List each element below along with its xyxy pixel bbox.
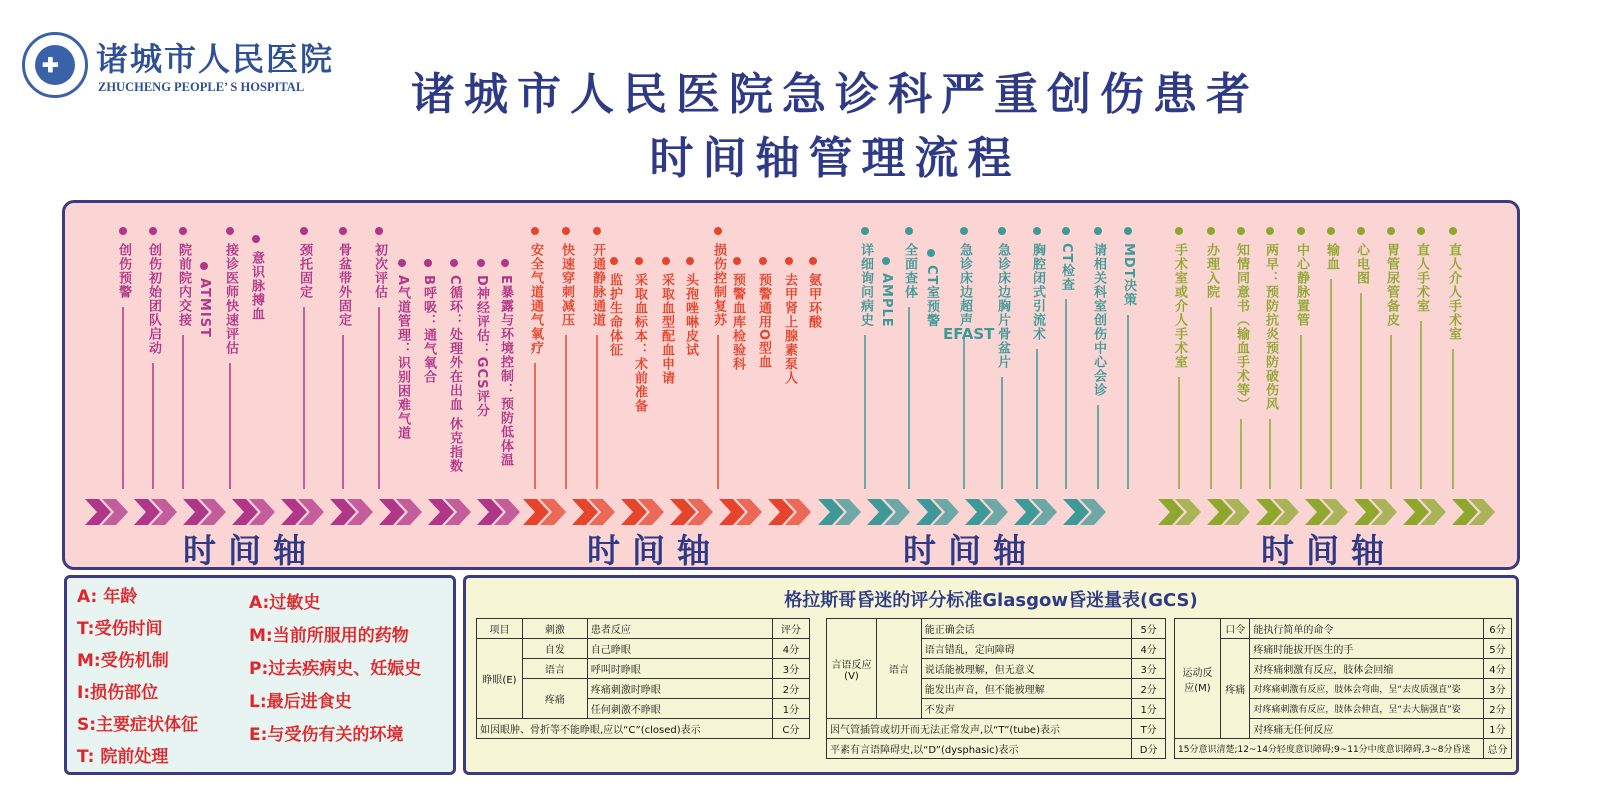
- timeline-step-label: 知情同意书（输血手术等）: [1234, 243, 1249, 411]
- table-cell: 2分: [1483, 699, 1511, 719]
- timeline-step-label: 院前院内交接: [176, 243, 191, 327]
- timeline-dot-icon: [1417, 227, 1425, 235]
- timeline-chevron-icon: [916, 499, 960, 525]
- timeline-step-label: 损伤控制复苏: [711, 243, 726, 327]
- timeline-sub-label: E暴露与环境控制：预防低体温: [498, 275, 513, 467]
- timeline-chevron-icon: [1354, 499, 1398, 525]
- timeline-chevron-icon: [477, 499, 521, 525]
- timeline-panel: [62, 200, 1520, 570]
- timeline-chevron-icon: [965, 499, 1009, 525]
- timeline-dot-icon: [733, 257, 741, 265]
- table-row: [1175, 739, 1512, 759]
- timeline-chevron-icon: [1452, 499, 1496, 525]
- table-cell: 能正确会话: [921, 619, 1132, 639]
- timeline-step-label: 请相关科室创伤中心会诊: [1091, 243, 1106, 397]
- timeline-step-label: 全面查体: [902, 243, 917, 299]
- timeline-step-label: 胸腔闭式引流术: [1030, 243, 1045, 341]
- table-cell: 因气管插管或切开而无法正常发声,以“T”(tube)表示: [827, 719, 1132, 739]
- timeline-sub-label: 意识脉搏血: [249, 251, 264, 321]
- timeline-dot-icon: [450, 259, 458, 267]
- timeline-dot-icon: [398, 259, 406, 267]
- timeline-dot-icon: [927, 249, 935, 257]
- atmist-ample-legend: [64, 575, 456, 775]
- timeline-dot-icon: [1266, 227, 1274, 235]
- timeline-connector: [303, 307, 305, 489]
- timeline-chevron-icon: [1403, 499, 1447, 525]
- timeline-dot-icon: [960, 227, 968, 235]
- timeline-chevron-icon: [572, 499, 616, 525]
- timeline-connector: [1360, 293, 1362, 489]
- timeline-sub-step: EFAST: [943, 325, 995, 343]
- table-cell: 1分: [1132, 699, 1166, 719]
- table-row: [827, 739, 1166, 759]
- timeline-step-label: 接诊医师快速评估: [223, 243, 238, 355]
- table-cell: 口令: [1221, 619, 1250, 639]
- ample-line: E:与受伤有关的环境: [249, 725, 404, 745]
- timeline-dot-icon: [226, 227, 234, 235]
- table-cell: 自己睁眼: [587, 639, 772, 659]
- table-cell: 能执行简单的命令: [1250, 619, 1484, 639]
- table-cell: 疼痛: [523, 679, 588, 719]
- gcs-verbal-label: 言语反应(V): [827, 619, 877, 719]
- timeline-dot-icon: [1387, 227, 1395, 235]
- table-cell: 任何刺激不睁眼: [587, 699, 772, 719]
- timeline-dot-icon: [179, 227, 187, 235]
- timeline-sub-label: 氨甲环酸: [806, 273, 821, 329]
- hospital-name-cn: 诸城市人民医院: [96, 40, 335, 78]
- timeline-connector: [1330, 279, 1332, 489]
- atmist-line: T:受伤时间: [77, 619, 163, 639]
- table-header: 患者反应: [587, 619, 772, 639]
- table-cell: 3分: [1132, 659, 1166, 679]
- page-title-line2: 时间轴管理流程: [649, 133, 1021, 184]
- table-cell: 说话能被理解，但无意义: [921, 659, 1132, 679]
- timeline-dot-icon: [424, 259, 432, 267]
- timeline-dot-icon: [1449, 227, 1457, 235]
- table-cell: 总分: [1483, 739, 1511, 759]
- timeline-connector: [1420, 321, 1422, 489]
- timeline-chevron-icon: [1158, 499, 1202, 525]
- timeline-dot-icon: [686, 257, 694, 265]
- timeline-connector: [963, 335, 965, 489]
- timeline-sub-label: 去甲肾上腺素泵人: [782, 273, 797, 385]
- timeline-step-label: 心电图: [1354, 243, 1369, 285]
- timeline-chevron-icon: [818, 499, 862, 525]
- table-cell: 2分: [1132, 679, 1166, 699]
- timeline-chevron-icon: [768, 499, 812, 525]
- table-cell: 语言: [523, 659, 588, 679]
- table-cell: 对疼痛刺激有反应，肢体会弯曲，呈“去皮质强直”姿: [1250, 679, 1484, 699]
- table-row: [477, 619, 810, 639]
- table-cell: C分: [772, 719, 809, 739]
- timeline-step-label: 胃管尿管备皮: [1384, 243, 1399, 327]
- timeline-step-label: 急诊床边胸片骨盆片: [995, 243, 1010, 369]
- timeline-connector: [1065, 299, 1067, 489]
- timeline-connector: [908, 307, 910, 489]
- timeline-sub-label: AMPLE: [879, 273, 894, 328]
- table-cell: 不发声: [921, 699, 1132, 719]
- timeline-connector: [342, 335, 344, 489]
- timeline-dot-icon: [785, 257, 793, 265]
- table-row: [477, 719, 810, 739]
- timeline-chevron-icon: [1014, 499, 1058, 525]
- timeline-step-label: 急诊床边超声: [957, 243, 972, 327]
- timeline-dot-icon: [200, 262, 208, 270]
- timeline-chevron-icon: [330, 499, 374, 525]
- timeline-step-label: 创伤预警: [116, 243, 131, 299]
- timeline-dot-icon: [1357, 227, 1365, 235]
- table-cell: T分: [1132, 719, 1166, 739]
- timeline-step-label: 直人介人手术室: [1446, 243, 1461, 341]
- table-cell: 1分: [772, 699, 809, 719]
- table-row: [1175, 639, 1512, 659]
- hospital-name-en: ZHUCHENG PEOPLE’ S HOSPITAL: [98, 80, 305, 94]
- table-cell: 3分: [772, 659, 809, 679]
- atmist-line: T: 院前处理: [77, 747, 169, 767]
- timeline-dot-icon: [300, 227, 308, 235]
- timeline-dot-icon: [1124, 227, 1132, 235]
- timeline-connector: [378, 307, 380, 489]
- timeline-label: 时间轴: [1261, 531, 1396, 570]
- timeline-connector: [596, 335, 598, 489]
- atmist-line: S:主要症状体征: [77, 715, 199, 735]
- table-header: 评分: [772, 619, 809, 639]
- timeline-step-label: 初次评估: [372, 243, 387, 299]
- table-cell: 疼痛: [1221, 639, 1250, 739]
- timeline-chevron-icon: [183, 499, 227, 525]
- gcs-motor-table: [1174, 618, 1512, 759]
- timeline-connector: [1001, 377, 1003, 489]
- timeline-chevron-icon: [232, 499, 276, 525]
- timeline-step-label: 直人手术室: [1414, 243, 1429, 313]
- timeline-dot-icon: [1094, 227, 1102, 235]
- table-cell: 4分: [1483, 659, 1511, 679]
- table-cell: 6分: [1483, 619, 1511, 639]
- timeline-dot-icon: [759, 257, 767, 265]
- timeline-dot-icon: [1327, 227, 1335, 235]
- timeline-sub-label: 预警通用O型血: [756, 273, 771, 370]
- timeline-connector: [1036, 349, 1038, 489]
- table-row: [477, 679, 810, 699]
- table-row: [477, 639, 810, 659]
- timeline-dot-icon: [149, 227, 157, 235]
- timeline-dot-icon: [375, 227, 383, 235]
- timeline-dot-icon: [1207, 227, 1215, 235]
- timeline-chevron-icon: [670, 499, 714, 525]
- timeline-connector: [122, 307, 124, 489]
- timeline-connector: [1300, 335, 1302, 489]
- timeline-chevron-icon: [1063, 499, 1107, 525]
- timeline-chevron-icon: [85, 499, 129, 525]
- timeline-dot-icon: [252, 235, 260, 243]
- timeline-dot-icon: [477, 259, 485, 267]
- timeline-step-label: 安全气道通气氧疗: [528, 243, 543, 355]
- table-cell: 5分: [1132, 619, 1166, 639]
- timeline-connector: [182, 335, 184, 489]
- table-cell: 能发出声音，但不能被理解: [921, 679, 1132, 699]
- table-row: [827, 719, 1166, 739]
- timeline-chevron-icon: [281, 499, 325, 525]
- timeline-connector: [1127, 315, 1129, 489]
- table-cell: 3分: [1483, 679, 1511, 699]
- timeline-connector: [1269, 419, 1271, 489]
- timeline-connector: [1452, 349, 1454, 489]
- timeline-step-label: 中心静脉置管: [1294, 243, 1309, 327]
- table-cell: D分: [1132, 739, 1166, 759]
- timeline-dot-icon: [531, 227, 539, 235]
- timeline-dot-icon: [339, 227, 347, 235]
- timeline-step-label: 骨盆带外固定: [336, 243, 351, 327]
- table-cell: 疼痛时能拔开医生的手: [1250, 639, 1484, 659]
- timeline-connector: [565, 335, 567, 489]
- timeline-step-label: 办理入院: [1204, 243, 1219, 299]
- timeline-dot-icon: [662, 257, 670, 265]
- timeline-connector: [152, 363, 154, 489]
- timeline-label: 时间轴: [903, 531, 1038, 570]
- timeline-dot-icon: [501, 259, 509, 267]
- timeline-step-label: 创伤初始团队启动: [146, 243, 161, 355]
- timeline-connector: [1178, 377, 1180, 489]
- timeline-sub-label: A气道管理：识别困难气道: [395, 275, 410, 441]
- timeline-dot-icon: [809, 257, 817, 265]
- timeline-dot-icon: [1033, 227, 1041, 235]
- page-title-line1: 诸城市人民医院急诊科严重创伤患者: [411, 69, 1259, 120]
- timeline-dot-icon: [119, 227, 127, 235]
- timeline-step-label: MDT决策: [1121, 243, 1136, 307]
- timeline-chevron-icon: [428, 499, 472, 525]
- timeline-dot-icon: [610, 257, 618, 265]
- gcs-eye-label: 睁眼(E): [477, 639, 523, 719]
- timeline-step-label: CT检查: [1059, 243, 1074, 292]
- timeline-connector: [1210, 307, 1212, 489]
- timeline-label: 时间轴: [183, 531, 318, 570]
- ample-line: A:过敏史: [249, 593, 321, 613]
- timeline-dot-icon: [1297, 227, 1305, 235]
- table-cell: 呼叫时睁眼: [587, 659, 772, 679]
- timeline-dot-icon: [861, 227, 869, 235]
- timeline-chevron-icon: [1207, 499, 1251, 525]
- table-cell: 5分: [1483, 639, 1511, 659]
- hospital-seal-icon: ✚: [22, 32, 88, 98]
- table-cell: 平素有言语障碍史,以“D”(dysphasic)表示: [827, 739, 1132, 759]
- timeline-chevron-icon: [1256, 499, 1300, 525]
- table-cell: 疼痛刺激时睁眼: [587, 679, 772, 699]
- timeline-sub-label: 采取血型配血申请: [659, 273, 674, 385]
- gcs-panel: [463, 575, 1519, 775]
- table-row: [827, 619, 1166, 639]
- timeline-chevron-icon: [1305, 499, 1349, 525]
- timeline-step-label: 详细询问病史: [858, 243, 873, 327]
- timeline-dot-icon: [635, 257, 643, 265]
- timeline-sub-label: 采取血标本：术前准备: [632, 273, 647, 413]
- timeline-chevron-icon: [134, 499, 178, 525]
- table-cell: 对疼痛刺激有反应，肢体会回缩: [1250, 659, 1484, 679]
- table-row: [1175, 619, 1512, 639]
- table-cell: 语言: [877, 619, 922, 719]
- gcs-title: 格拉斯哥昏迷的评分标准Glasgow昏迷量表(GCS): [784, 590, 1198, 611]
- timeline-sub-label: 头孢唑啉皮试: [683, 273, 698, 357]
- atmist-line: A: 年龄: [77, 587, 138, 607]
- gcs-motor-label: 运动反应(M): [1175, 619, 1221, 739]
- table-header: 刺激: [523, 619, 588, 639]
- timeline-connector: [1097, 405, 1099, 489]
- timeline-step-label: 两早：预防抗炎预防破伤风: [1263, 243, 1278, 411]
- timeline-sub-label: D神经评估：GCS评分: [474, 275, 489, 418]
- table-cell: 15分意识清楚;12~14分轻度意识障碍;9~11分中度意识障碍,3~8分昏迷: [1175, 739, 1484, 759]
- table-cell: 4分: [772, 639, 809, 659]
- timeline-chevron-icon: [719, 499, 763, 525]
- timeline-dot-icon: [1062, 227, 1070, 235]
- table-cell: 如因眼肿、骨折等不能睁眼,应以“C”(closed)表示: [477, 719, 773, 739]
- table-header: 项目: [477, 619, 523, 639]
- timeline-connector: [229, 363, 231, 489]
- timeline-dot-icon: [1175, 227, 1183, 235]
- timeline-step-label: 开通静脉通道: [590, 243, 605, 327]
- timeline-connector: [1240, 419, 1242, 489]
- timeline-dot-icon: [714, 227, 722, 235]
- timeline-connector: [1390, 335, 1392, 489]
- ample-line: L:最后进食史: [249, 692, 352, 712]
- timeline-dot-icon: [905, 227, 913, 235]
- timeline-sub-label: ATMIST: [197, 278, 212, 338]
- table-cell: 1分: [1483, 719, 1511, 739]
- table-cell: 对疼痛无任何反应: [1250, 719, 1484, 739]
- timeline-chevron-icon: [621, 499, 665, 525]
- gcs-verbal-table: [826, 618, 1166, 759]
- timeline-dot-icon: [1237, 227, 1245, 235]
- timeline-sub-label: 监护生命体征: [607, 273, 622, 357]
- timeline-dot-icon: [882, 257, 890, 265]
- table-cell: 语言错乱，定向障碍: [921, 639, 1132, 659]
- timeline-dot-icon: [998, 227, 1006, 235]
- timeline-step-label: 输血: [1324, 243, 1339, 271]
- timeline-chevron-icon: [867, 499, 911, 525]
- gcs-eye-table: [476, 618, 810, 739]
- timeline-step-label: 颈托固定: [297, 243, 312, 299]
- timeline-connector: [864, 335, 866, 489]
- timeline-chevron-icon: [523, 499, 567, 525]
- timeline-dot-icon: [562, 227, 570, 235]
- timeline-step-label: 手术室或介人手术室: [1172, 243, 1187, 369]
- timeline-label: 时间轴: [587, 531, 722, 570]
- table-row: [477, 659, 810, 679]
- timeline-chevron-icon: [379, 499, 423, 525]
- timeline-sub-label: CT室预警: [924, 265, 939, 328]
- timeline-sub-label: 预警血库检验科: [730, 273, 745, 371]
- atmist-line: I:损伤部位: [77, 683, 159, 703]
- table-cell: 2分: [772, 679, 809, 699]
- timeline-step-label: 快速穿刺减压: [559, 243, 574, 327]
- ample-line: P:过去疾病史、妊娠史: [249, 659, 422, 679]
- timeline-connector: [534, 363, 536, 489]
- table-cell: 自发: [523, 639, 588, 659]
- atmist-line: M:受伤机制: [77, 651, 169, 671]
- table-cell: 对疼痛刺激有反应，肢体会伸直，呈“去大脑强直”姿: [1250, 699, 1484, 719]
- timeline-connector: [717, 335, 719, 489]
- timeline-dot-icon: [593, 227, 601, 235]
- timeline-sub-label: C循环：处理外在出血 休克指数: [447, 275, 462, 474]
- ample-line: M:当前所服用的药物: [249, 626, 409, 646]
- table-cell: 4分: [1132, 639, 1166, 659]
- timeline-sub-label: B呼吸：通气氧合: [421, 275, 436, 384]
